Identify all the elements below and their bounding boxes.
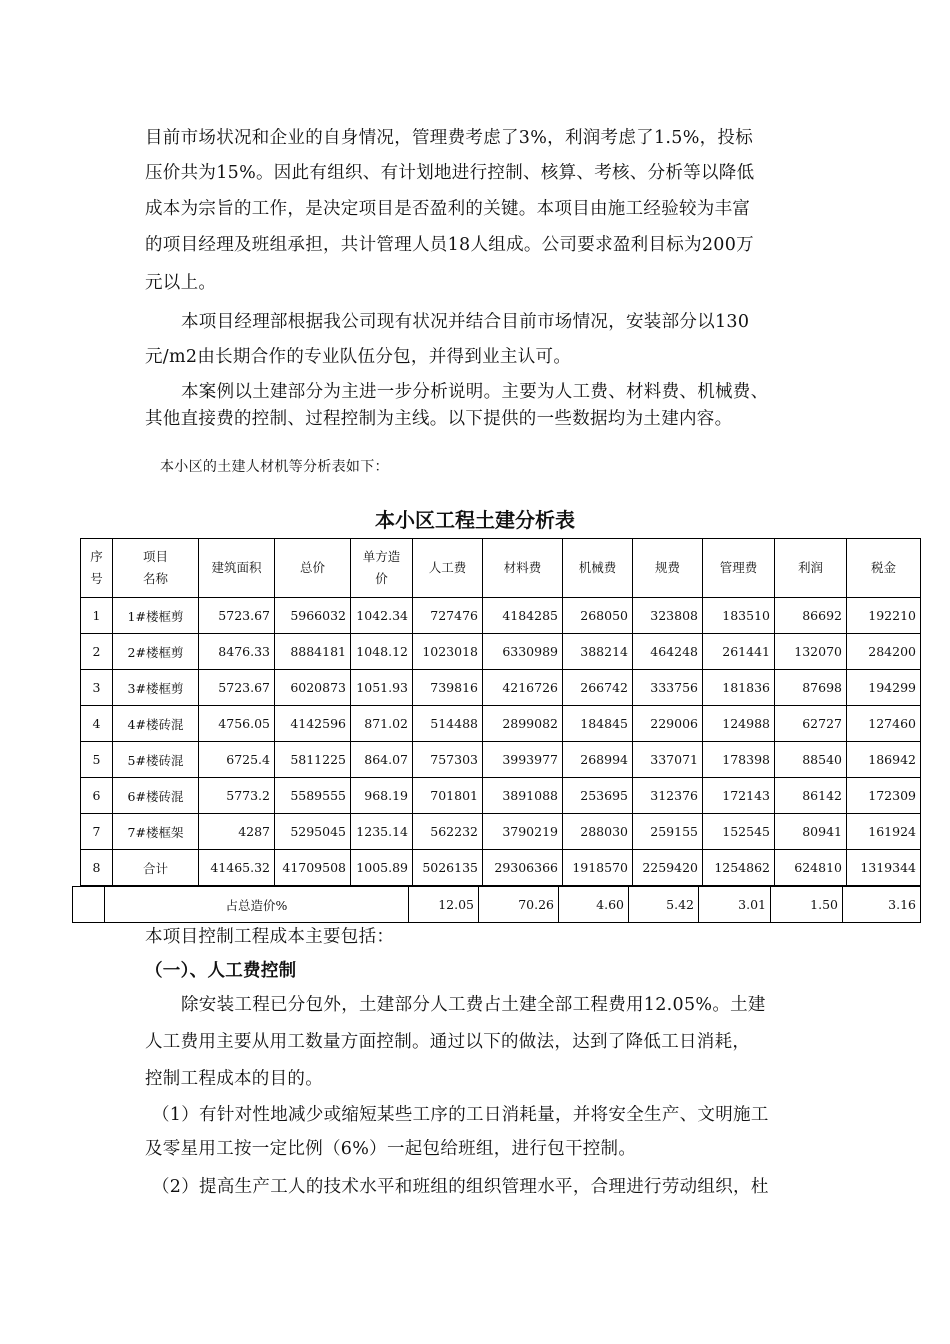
cell-labor: 739816: [413, 670, 483, 706]
header-mgmt: 管理费: [703, 539, 775, 598]
header-tax: 税金: [847, 539, 921, 598]
text-line: 人工费用主要从用工数量方面控制。通过以下的做法，达到了降低工日消耗，: [145, 1032, 751, 1052]
table-row: [81, 850, 921, 886]
cell-tax: 192210: [847, 598, 921, 634]
cell-labor: 757303: [413, 742, 483, 778]
text-line: 本项目控制工程成本主要包括：: [145, 927, 395, 947]
cell-material: 4184285: [483, 598, 563, 634]
cell-fee: 259155: [633, 814, 703, 850]
cell-unit-price: 968.19: [351, 778, 413, 814]
cell-profit: 86142: [775, 778, 847, 814]
table-row: [81, 814, 921, 850]
cell-area: 8476.33: [199, 634, 275, 670]
cell-name: 1#楼框剪: [113, 598, 199, 634]
cell-unit-price: 1051.93: [351, 670, 413, 706]
pct-labor: 12.05: [409, 887, 479, 923]
pct-profit: 1.50: [771, 887, 843, 923]
cell-area: 5723.67: [199, 598, 275, 634]
cell-profit: 87698: [775, 670, 847, 706]
cell-machine: 268994: [563, 742, 633, 778]
cell-tax: 284200: [847, 634, 921, 670]
cell-fee: 229006: [633, 706, 703, 742]
cell-profit: 62727: [775, 706, 847, 742]
table-row: [81, 634, 921, 670]
pct-material: 70.26: [479, 887, 559, 923]
header-area: 建筑面积: [199, 539, 275, 598]
text-line: 的项目经理及班组承担，共计管理人员18人组成。公司要求盈利目标为200万: [145, 235, 754, 255]
cell-mgmt: 181836: [703, 670, 775, 706]
cell-area: 41465.32: [199, 850, 275, 886]
table-row: [81, 706, 921, 742]
text-line: 元以上。: [145, 273, 217, 293]
cell-unit-price: 864.07: [351, 742, 413, 778]
cell-name: 2#楼框剪: [113, 634, 199, 670]
cell-area: 5773.2: [199, 778, 275, 814]
cell-machine: 266742: [563, 670, 633, 706]
text-line: （2）提高生产工人的技术水平和班组的组织管理水平，合理进行劳动组织，杜: [152, 1177, 769, 1197]
cell-fee: 464248: [633, 634, 703, 670]
cell-mgmt: 124988: [703, 706, 775, 742]
cell-mgmt: 172143: [703, 778, 775, 814]
text-line: 元/m2由长期合作的专业队伍分包，并得到业主认可。: [145, 347, 572, 367]
cell-seq: 8: [81, 850, 113, 886]
cell-name: 6#楼砖混: [113, 778, 199, 814]
table-row: [81, 670, 921, 706]
text-line: 其他直接费的控制、过程控制为主线。以下提供的一些数据均为土建内容。: [145, 409, 733, 429]
cell-total: 41709508: [275, 850, 351, 886]
cell-fee: 2259420: [633, 850, 703, 886]
cell-name: 5#楼砖混: [113, 742, 199, 778]
cell-tax: 186942: [847, 742, 921, 778]
cell-fee: 323808: [633, 598, 703, 634]
cell-area: 6725.4: [199, 742, 275, 778]
cell-machine: 253695: [563, 778, 633, 814]
cell-unit-price: 1235.14: [351, 814, 413, 850]
cell-machine: 268050: [563, 598, 633, 634]
cell-material: 3790219: [483, 814, 563, 850]
cell-seq: 5: [81, 742, 113, 778]
cell-fee: 312376: [633, 778, 703, 814]
header-fee: 规费: [633, 539, 703, 598]
table-row: [81, 598, 921, 634]
cell-labor: 1023018: [413, 634, 483, 670]
cell-material: 3891088: [483, 778, 563, 814]
analysis-table: [80, 538, 921, 886]
text-line: 除安装工程已分包外，土建部分人工费占土建全部工程费用12.05%。土建: [181, 995, 766, 1015]
cell-profit: 624810: [775, 850, 847, 886]
cell-mgmt: 261441: [703, 634, 775, 670]
cell-fee: 337071: [633, 742, 703, 778]
cell-total: 5966032: [275, 598, 351, 634]
cell-mgmt: 183510: [703, 598, 775, 634]
cell-name: 4#楼砖混: [113, 706, 199, 742]
pct-label: 占总造价%: [105, 887, 409, 923]
text-line: （1）有针对性地减少或缩短某些工序的工日消耗量，并将安全生产、文明施工: [152, 1105, 769, 1125]
text-line: 及零星用工按一定比例（6%）一起包给班组，进行包干控制。: [145, 1139, 637, 1159]
cell-fee: 333756: [633, 670, 703, 706]
cell-profit: 132070: [775, 634, 847, 670]
cell-tax: 172309: [847, 778, 921, 814]
cell-material: 4216726: [483, 670, 563, 706]
table-title: 本小区工程土建分析表: [375, 508, 575, 532]
cell-area: 4756.05: [199, 706, 275, 742]
pct-empty-cell: [73, 887, 105, 923]
header-profit: 利润: [775, 539, 847, 598]
cell-area: 4287: [199, 814, 275, 850]
header-machine: 机械费: [563, 539, 633, 598]
cell-mgmt: 152545: [703, 814, 775, 850]
cell-labor: 701801: [413, 778, 483, 814]
cell-total: 5811225: [275, 742, 351, 778]
header-unit-price: 单方造 价: [351, 539, 413, 598]
cell-tax: 194299: [847, 670, 921, 706]
cell-total: 6020873: [275, 670, 351, 706]
table-row: [81, 778, 921, 814]
header-total: 总价: [275, 539, 351, 598]
text-line: 本案例以土建部分为主进一步分析说明。主要为人工费、材料费、机械费、: [181, 382, 769, 402]
cell-tax: 127460: [847, 706, 921, 742]
cell-unit-price: 1005.89: [351, 850, 413, 886]
cell-material: 2899082: [483, 706, 563, 742]
cell-machine: 184845: [563, 706, 633, 742]
cell-tax: 161924: [847, 814, 921, 850]
pct-machine: 4.60: [559, 887, 629, 923]
cell-mgmt: 1254862: [703, 850, 775, 886]
cell-unit-price: 1048.12: [351, 634, 413, 670]
percentage-table: [72, 886, 921, 923]
cell-material: 6330989: [483, 634, 563, 670]
cell-tax: 1319344: [847, 850, 921, 886]
cell-seq: 1: [81, 598, 113, 634]
text-line: 控制工程成本的目的。: [145, 1069, 323, 1089]
cell-labor: 562232: [413, 814, 483, 850]
cell-profit: 86692: [775, 598, 847, 634]
cell-name: 3#楼框剪: [113, 670, 199, 706]
cell-labor: 514488: [413, 706, 483, 742]
pct-mgmt: 3.01: [699, 887, 771, 923]
cell-profit: 80941: [775, 814, 847, 850]
table-header-row: [81, 539, 921, 598]
cell-name: 合计: [113, 850, 199, 886]
cell-machine: 1918570: [563, 850, 633, 886]
cell-machine: 288030: [563, 814, 633, 850]
cell-total: 8884181: [275, 634, 351, 670]
header-material: 材料费: [483, 539, 563, 598]
text-line: 成本为宗旨的工作，是决定项目是否盈利的关键。本项目由施工经验较为丰富: [145, 199, 751, 219]
header-name: 项目 名称: [113, 539, 199, 598]
pct-tax: 3.16: [843, 887, 921, 923]
table-row: [81, 742, 921, 778]
cell-material: 3993977: [483, 742, 563, 778]
cell-seq: 7: [81, 814, 113, 850]
cell-area: 5723.67: [199, 670, 275, 706]
cell-machine: 388214: [563, 634, 633, 670]
cell-total: 4142596: [275, 706, 351, 742]
pct-fee: 5.42: [629, 887, 699, 923]
text-line: 目前市场状况和企业的自身情况，管理费考虑了3%，利润考虑了1.5%，投标: [145, 128, 754, 148]
cell-total: 5589555: [275, 778, 351, 814]
cell-profit: 88540: [775, 742, 847, 778]
percentage-row: [73, 887, 921, 923]
cell-material: 29306366: [483, 850, 563, 886]
table-intro: 本小区的土建人材机等分析表如下：: [160, 459, 389, 475]
cell-seq: 2: [81, 634, 113, 670]
header-seq: 序 号: [81, 539, 113, 598]
text-line: 本项目经理部根据我公司现有状况并结合目前市场情况，安装部分以130: [181, 312, 750, 332]
cell-total: 5295045: [275, 814, 351, 850]
cell-seq: 4: [81, 706, 113, 742]
header-labor: 人工费: [413, 539, 483, 598]
text-line: 压价共为15%。因此有组织、有计划地进行控制、核算、考核、分析等以降低: [145, 163, 755, 183]
cell-unit-price: 871.02: [351, 706, 413, 742]
cell-mgmt: 178398: [703, 742, 775, 778]
cell-seq: 3: [81, 670, 113, 706]
cell-seq: 6: [81, 778, 113, 814]
cell-labor: 5026135: [413, 850, 483, 886]
cell-labor: 727476: [413, 598, 483, 634]
section-heading: （一）、人工费控制: [145, 961, 297, 981]
cell-name: 7#楼框架: [113, 814, 199, 850]
cell-unit-price: 1042.34: [351, 598, 413, 634]
